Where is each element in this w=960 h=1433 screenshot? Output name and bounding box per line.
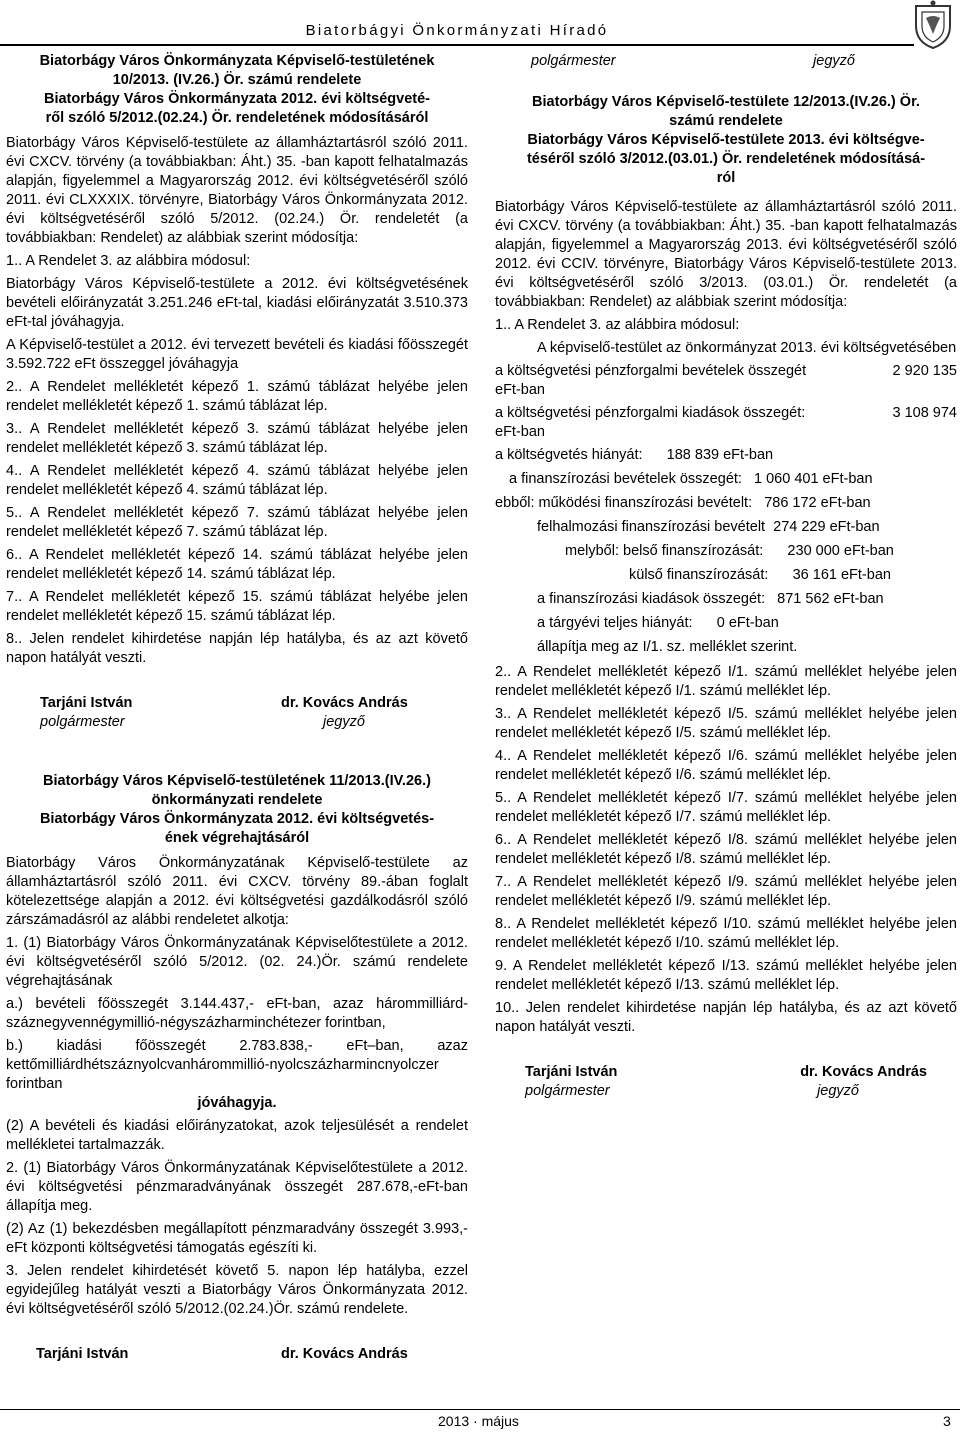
right-column <box>495 52 957 1101</box>
decree-12-section: 6.. A Rendelet mellékletét képező I/8. számú melléklet helyébe jelen rendelet mellékletét képező I/8. számú melléklet lép. <box>495 832 957 867</box>
decree-10-intro: Biatorbágy Város Képviselő-testülete az államháztartásról szóló 2011. évi CXCV. törvény (a továbbiakban: Áht.) 35. -ban kapott felhatalmazás alapján, figyelemmel a Magyarország 2012. évi költségvetéséről szóló 2011. évi CLXXXIX. törvényre, Biatorbágy Város Önkormányzata 2012. évi költségvetéséről szóló 5/2012. (02.24.) Ör. rendeletét (a továbbiakban: Rendelet) az alábbiak szerint módosítja: <box>6 135 468 246</box>
signature-names: Tarjáni István dr. Kovács András <box>525 1064 927 1080</box>
signature-names: Tarjáni István dr. Kovács András <box>40 695 408 711</box>
signature-roles-top: polgármester jegyző <box>531 53 855 69</box>
decree-10-title: Biatorbágy Város Önkormányzata Képviselő-testületének 10/2013. (IV.26.) Ör. számú rendelete Biatorbágy Város Önkormányzata 2012. évi költségveté- ről szóló 5/2012.(02.24.) Ör. rendeletének módosításáról <box>39 53 435 126</box>
signature-names: Tarjáni István dr. Kovács András <box>36 1346 408 1362</box>
decree-11-text: (2) A bevételi és kiadási előirányzatokat, azok teljesülését a rendelet mellékletei tartalmazzák. <box>6 1118 468 1153</box>
finance-unit: eFt-ban <box>495 382 545 398</box>
finance-row: a finanszírozási bevételek összegét: 1 060 401 eFt-ban <box>509 471 873 487</box>
finance-row: a tárgyévi teljes hiányát: 0 eFt-ban <box>537 615 779 631</box>
decree-10-section: 6.. A Rendelet mellékletét képező 14. számú táblázat helyébe jelen rendelet mellékletét képező 14. számú táblázat lép. <box>6 547 468 582</box>
decree-10-section: 3.. A Rendelet mellékletét képező 3. számú táblázat helyébe jelen rendelet mellékletét képező 3. számú táblázat lép. <box>6 421 468 456</box>
decree-12-section: 4.. A Rendelet mellékletét képező I/6. számú melléklet helyébe jelen rendelet mellékletét képező I/6. számú melléklet lép. <box>495 748 957 783</box>
left-column <box>6 52 468 1364</box>
decree-12-title: Biatorbágy Város Képviselő-testülete 12/2013.(IV.26.) Ör. számú rendelete Biatorbágy Város Képviselő-testülete 2013. évi költségve- téséről szóló 3/2012.(03.01.) Ör. rendeletének módosításá- ról <box>526 94 926 186</box>
decree-11-approval: jóváhagyja. <box>197 1095 277 1111</box>
decree-12-section: 7.. A Rendelet mellékletét képező I/9. számú melléklet helyébe jelen rendelet mellékletét képező I/9. számú melléklet lép. <box>495 874 957 909</box>
decree-10-section-1: 1.. A Rendelet 3. az alábbira módosul: <box>6 253 251 269</box>
finance-row: a költségvetés hiányát: 188 839 eFt-ban <box>495 447 774 463</box>
decree-11-text: (2) Az (1) bekezdésben megállapított pénzmaradvány összegét 3.993,-eFt központi költségvetési támogatás egészíti ki. <box>6 1221 468 1256</box>
header-rule <box>0 44 914 46</box>
coat-of-arms-icon <box>908 0 958 50</box>
finance-row: a költségvetési pénzforgalmi bevételek összegét 2 920 135 <box>495 363 957 379</box>
signature-roles: polgármester jegyző <box>525 1083 859 1099</box>
decree-10-text: Biatorbágy Város Képviselő-testülete a 2012. évi költségvetésének bevételi előirányzatát 3.251.246 eFt-tal, kiadási előirányzatát 3.510.373 eFt-tal jóváhagyja. <box>6 276 468 330</box>
decree-12-section: 5.. A Rendelet mellékletét képező I/7. számú melléklet helyébe jelen rendelet mellékletét képező I/7. számú melléklet lép. <box>495 790 957 825</box>
finance-row: ebből: működési finanszírozási bevételt: 786 172 eFt-ban <box>495 495 871 511</box>
decree-12-section-1: 1.. A Rendelet 3. az alábbira módosul: <box>495 317 740 333</box>
finance-row: a költségvetési pénzforgalmi kiadások összegét: 3 108 974 <box>495 405 957 421</box>
decree-11-intro: Biatorbágy Város Önkormányzatának Képviselő-testülete az államháztartásról szóló 2011. évi CXCV. törvény 89.-ában foglalt kötelezettsége alapján a 2012. évi költségvetési gazdálkodásról szóló zárszámadásról az alábbi rendeletet alkotja: <box>6 855 468 928</box>
page-number: 3 <box>943 1413 951 1429</box>
decree-10-section: 2.. A Rendelet mellékletét képező 1. számú táblázat helyébe jelen rendelet mellékletét képező 1. számú táblázat lép. <box>6 379 468 414</box>
decree-12-intro: Biatorbágy Város Képviselő-testülete az államháztartásról szóló 2011. évi CXCV. törvény (a továbbiakban: Áht.) 35. -ban kapott felhatalmazás alapján, figyelemmel a Magyarország 2013. évi költségvetéséről szóló 2012. évi CCIV. törvényre, Biatorbágy Város Képviselő-testülete 2013. évi költségvetéséről szóló 3/2013. (03.01.) Ör. rendeletét (a továbbiakban: Rendelet) az alábbiak szerint módosítja: <box>495 199 957 310</box>
decree-11-section-2: 2. (1) Biatorbágy Város Önkormányzatának Képviselőtestülete a 2012. évi költségvetési pénzmaradványának összegét 287.678,-eFt-ban állapítja meg. <box>6 1160 468 1214</box>
decree-10-section: 4.. A Rendelet mellékletét képező 4. számú táblázat helyébe jelen rendelet mellékletét képező 4. számú táblázat lép. <box>6 463 468 498</box>
decree-11-section-3: 3. Jelen rendelet kihirdetését követő 5. napon lép hatályba, ezzel egyidejűleg hatályát veszti a Biatorbágy Város Önkormányzata 2012. évi költségvetéséről szóló 5/2012.(02.24.)Ör. számú rendelete. <box>6 1263 468 1317</box>
finance-row: külső finanszírozását: 36 161 eFt-ban <box>629 567 891 583</box>
finance-row: felhalmozási finanszírozási bevételt 274 229 eFt-ban <box>537 519 880 535</box>
decree-11-text: b.) kiadási főösszegét 2.783.838,- eFt–ban, azaz kettőmilliárdhétszáznyolcvanhárommillió-nyolcszázharmincnyolczer forintban <box>6 1038 468 1092</box>
finance-row: állapítja meg az I/1. sz. melléklet szerint. <box>537 639 798 655</box>
footer-rule <box>0 1409 960 1410</box>
decree-12-section: 10.. Jelen rendelet kihirdetése napján lép hatályba, és az azt követő napon hatályát veszti. <box>495 1000 957 1035</box>
decree-10-section: 8.. Jelen rendelet kihirdetése napján lép hatályba, és az azt követő napon hatályát veszti. <box>6 631 468 666</box>
finance-row: melyből: belső finanszírozását: 230 000 eFt-ban <box>565 543 894 559</box>
decree-10-text: A Képviselő-testület a 2012. évi tervezett bevételi és kiadási főösszegét 3.592.722 eFt összeggel jóváhagyja <box>6 337 468 372</box>
finance-unit: eFt-ban <box>495 424 545 440</box>
footer-date: 2013 · május <box>438 1413 519 1429</box>
decree-11-text: a.) bevételi főösszegét 3.144.437,- eFt-ban, azaz hárommilliárd-száznegyvennégymillió-négyszázharminchétezer forintban, <box>6 996 468 1031</box>
masthead-title: Biatorbágyi Önkormányzati Híradó <box>305 22 609 39</box>
decree-11-section-1: 1. (1) Biatorbágy Város Önkormányzatának Képviselőtestülete a 2012. évi költségvetéséről szóló 5/2012. (02. 24.)Ör. számú rendelete végrehajtásának <box>6 935 468 989</box>
decree-12-text: A képviselő-testület az önkormányzat 2013. évi költségvetésében <box>537 340 957 356</box>
decree-12-section: 9. A Rendelet mellékletét képező I/13. számú melléklet helyébe jelen rendelet mellékletét képező I/13. számú melléklet lép. <box>495 958 957 993</box>
decree-12-section: 3.. A Rendelet mellékletét képező I/5. számú melléklet helyébe jelen rendelet mellékletét képező I/5. számú melléklet lép. <box>495 706 957 741</box>
signature-roles: polgármester jegyző <box>40 714 365 730</box>
finance-row: a finanszírozási kiadások összegét: 871 562 eFt-ban <box>537 591 884 607</box>
decree-10-section: 7.. A Rendelet mellékletét képező 15. számú táblázat helyébe jelen rendelet mellékletét képező 15. számú táblázat lép. <box>6 589 468 624</box>
decree-12-section: 8.. A Rendelet mellékletét képező I/10. számú melléklet helyébe jelen rendelet mellékletét képező I/10. számú melléklet lép. <box>495 916 957 951</box>
decree-11-title: Biatorbágy Város Képviselő-testületének 11/2013.(IV.26.) önkormányzati rendelete Biatorbágy Város Önkormányzata 2012. évi költségvetés- ének végrehajtásáról <box>39 773 435 846</box>
decree-12-section: 2.. A Rendelet mellékletét képező I/1. számú melléklet helyébe jelen rendelet mellékletét képező I/1. számú melléklet lép. <box>495 664 957 699</box>
decree-10-section: 5.. A Rendelet mellékletét képező 7. számú táblázat helyébe jelen rendelet mellékletét képező 7. számú táblázat lép. <box>6 505 468 540</box>
